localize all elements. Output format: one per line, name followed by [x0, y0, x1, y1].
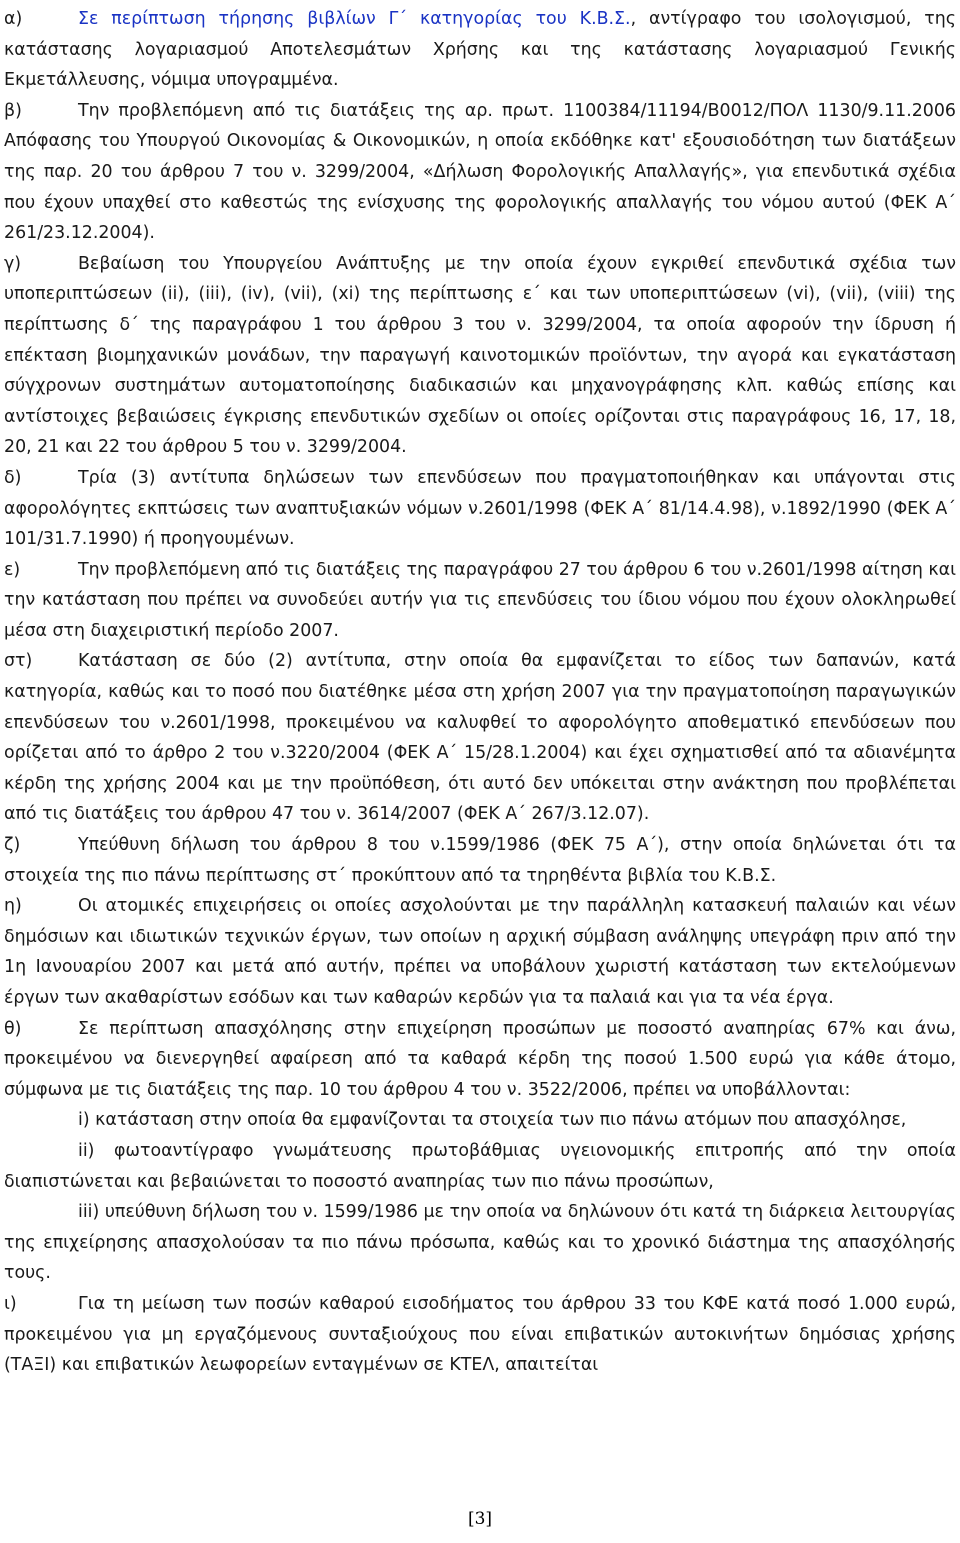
paragraph-text: , αντίγραφο του ισολογισμού, της κατάστασης λογαριασμού Αποτελεσμάτων Χρήσης και της κατάστασης λογαριασμού Γενικής Εκμετάλλευσης, νόμιμα υπογραμμένα. [4, 9, 956, 91]
paragraph-th [4, 1014, 956, 1106]
subitem-i: i) κατάσταση στην οποία θα εμφανίζονται τα στοιχεία των πιο πάνω ατόμων που απασχόλησε, [78, 1110, 907, 1131]
paragraph-b [4, 96, 956, 249]
paragraph-e [4, 555, 956, 647]
paragraph-text: Υπεύθυνη δήλωση του άρθρου 8 του ν.1599/1986 (ΦΕΚ 75 Α΄), στην οποία δηλώνεται ότι τα στοιχεία της πιο πάνω περίπτωσης στ΄ προκύπτουν από τα τηρηθέντα βιβλία του Κ.Β.Σ. [4, 835, 956, 886]
subitem-ii: ii) φωτοαντίγραφο γνωμάτευσης πρωτοβάθμιας υγειονομικής επιτροπής από την οποία διαπιστώνεται και βεβαιώνεται το ποσοστό αναπηρίας των πιο πάνω προσώπων, [4, 1140, 956, 1192]
paragraph-z [4, 830, 956, 891]
paragraph-i [4, 1289, 956, 1381]
paragraph-st [4, 646, 956, 830]
paragraph-text: Την προβλεπόμενη από τις διατάξεις της παραγράφου 27 του άρθρου 6 του ν.2601/1998 αίτηση και την κατάσταση που πρέπει να συνοδεύει αυτήν για τις επενδύσεις του ίδιου νόμου που έχουν ολοκληρωθεί μέσα στη διαχειριστική περίοδο 2007. [4, 559, 956, 641]
paragraph-a [4, 4, 956, 96]
item-label: ζ) [4, 835, 21, 856]
item-label: η) [4, 896, 22, 917]
item-label: β) [4, 100, 22, 121]
paragraph-text: Βεβαίωση του Υπουργείου Ανάπτυξης με την οποία έχουν εγκριθεί επενδυτικά σχέδια των υποπεριπτώσεων (ii), (iii), (iv), (vii), (xi) της περίπτωσης ε΄ και των υποπεριπτώσεων (vi), (vii), (viii) της περίπτωσης δ΄ της παραγράφου 1 του άρθρου 3 του ν. 3299/2004, τα οποία αφορούν την ίδρυση ή επέκταση βιομηχανικών μονάδων, την παραγωγή καινοτομικών προϊόντων, την αγορά και εγκατάσταση σύγχρονων συστημάτων αυτοματοποίησης διαδικασιών και μηχανογράφησης κλπ. καθώς επίσης και αντίστοιχες βεβαιώσεις έγκρισης επενδυτικών σχεδίων οι οποίες ορίζονται στις παραγράφους 16, 17, 18, 20, 21 και 22 του άρθρου 5 του ν. 3299/2004. [4, 253, 956, 458]
item-label: θ) [4, 1018, 22, 1039]
item-label: δ) [4, 467, 22, 488]
item-label: ι) [4, 1293, 17, 1314]
paragraph-text: Την προβλεπόμενη από τις διατάξεις της αρ. πρωτ. 1100384/11194/Β0012/ΠΟΛ 1130/9.11.2006 Απόφασης του Υπουργού Οικονομίας & Οικονομικών, η οποία εκδόθηκε κατ' εξουσιοδότηση των διατάξεων της παρ. 20 του άρθρου 7 του ν. 3299/2004, «Δήλωση Φορολογικής Απαλλαγής», για επενδυτικά σχέδια που έχουν υπαχθεί στο καθεστώς της ενίσχυσης της φορολογικής απαλλαγής του νόμου αυτού (ΦΕΚ Α΄ 261/23.12.2004). [4, 100, 956, 244]
paragraph-text: Κατάσταση σε δύο (2) αντίτυπα, στην οποία θα εμφανίζεται το είδος των δαπανών, κατά κατηγορία, καθώς και το ποσό που διατέθηκε μέσα στη χρήση 2007 για την πραγματοποίηση παραγωγικών επενδύσεων του ν.2601/1998, προκειμένου να καλυφθεί το αφορολόγητο αποθεματικό επενδύσεων που ορίζεται από το άρθρο 2 του ν.3220/2004 (ΦΕΚ Α΄ 15/28.1.2004) και έχει σχηματισθεί από τα αδιανέμητα κέρδη της χρήσης 2004 και με την προϋπόθεση, ότι αυτό δεν υπόκειται στην ανάκτηση που προβλέπεται από τις διατάξεις του άρθρου 47 του ν. 3614/2007 (ΦΕΚ Α΄ 267/3.12.07). [4, 651, 956, 825]
item-label: γ) [4, 253, 22, 274]
paragraph-c [4, 249, 956, 463]
item-label: στ) [4, 651, 33, 672]
kbs-link[interactable]: Σε περίπτωση τήρησης βιβλίων Γ΄ κατηγορίας του Κ.Β.Σ. [78, 9, 631, 29]
item-label: α) [4, 9, 23, 29]
paragraph-text: Οι ατομικές επιχειρήσεις οι οποίες ασχολούνται με την παράλληλη κατασκευή παλαιών και νέων δημόσιων και ιδιωτικών τεχνικών έργων, των οποίων η αρχική σύμβαση ανάληψης υπεγράφη πριν από την 1η Ιανουαρίου 2007 και μετά από αυτήν, πρέπει να υποβάλουν χωριστή κατάσταση των εκτελούμενων έργων των ακαθαρίστων εσόδων και των καθαρών κερδών για τα παλαιά και για τα νέα έργα. [4, 896, 956, 1008]
paragraph-text: Σε περίπτωση απασχόλησης στην επιχείρηση προσώπων με ποσοστό αναπηρίας 67% και άνω, προκειμένου να διενεργηθεί αφαίρεση από τα καθαρά κέρδη της ποσού 1.500 ευρώ για κάθε άτομο, σύμφωνα με τις διατάξεις της παρ. 10 του άρθρου 4 του ν. 3522/2006, πρέπει να υποβάλλονται: [4, 1018, 956, 1100]
page-number: [3] [467, 1509, 493, 1529]
document-body [4, 4, 956, 1381]
subitem-iii: iii) υπεύθυνη δήλωση του ν. 1599/1986 με την οποία να δηλώνουν ότι κατά τη διάρκεια λειτουργίας της επιχείρησης απασχολούσαν τα πιο πάνω πρόσωπα, καθώς και το χρονικό διάστημα της απασχόλησής τους. [4, 1202, 956, 1284]
paragraph-text: Για τη μείωση των ποσών καθαρού εισοδήματος του άρθρου 33 του ΚΦΕ κατά ποσό 1.000 ευρώ, προκειμένου για μη εργαζόμενους συνταξιούχους που είναι επιβατικών αυτοκινήτων δημόσιας χρήσης (ΤΑΞΙ) και επιβατικών λεωφορείων ενταγμένων σε ΚΤΕΛ, απαιτείται [4, 1293, 956, 1376]
paragraph-h [4, 891, 956, 1013]
paragraph-text: Τρία (3) αντίτυπα δηλώσεων των επενδύσεων που πραγματοποιήθηκαν και υπάγονται στις αφορολόγητες εκπτώσεις των αναπτυξιακών νόμων ν.2601/1998 (ΦΕΚ Α΄ 81/14.4.98), ν.1892/1990 (ΦΕΚ Α΄ 101/31.7.1990) ή προηγουμένων. [4, 467, 956, 550]
item-label: ε) [4, 559, 21, 580]
paragraph-d [4, 463, 956, 555]
